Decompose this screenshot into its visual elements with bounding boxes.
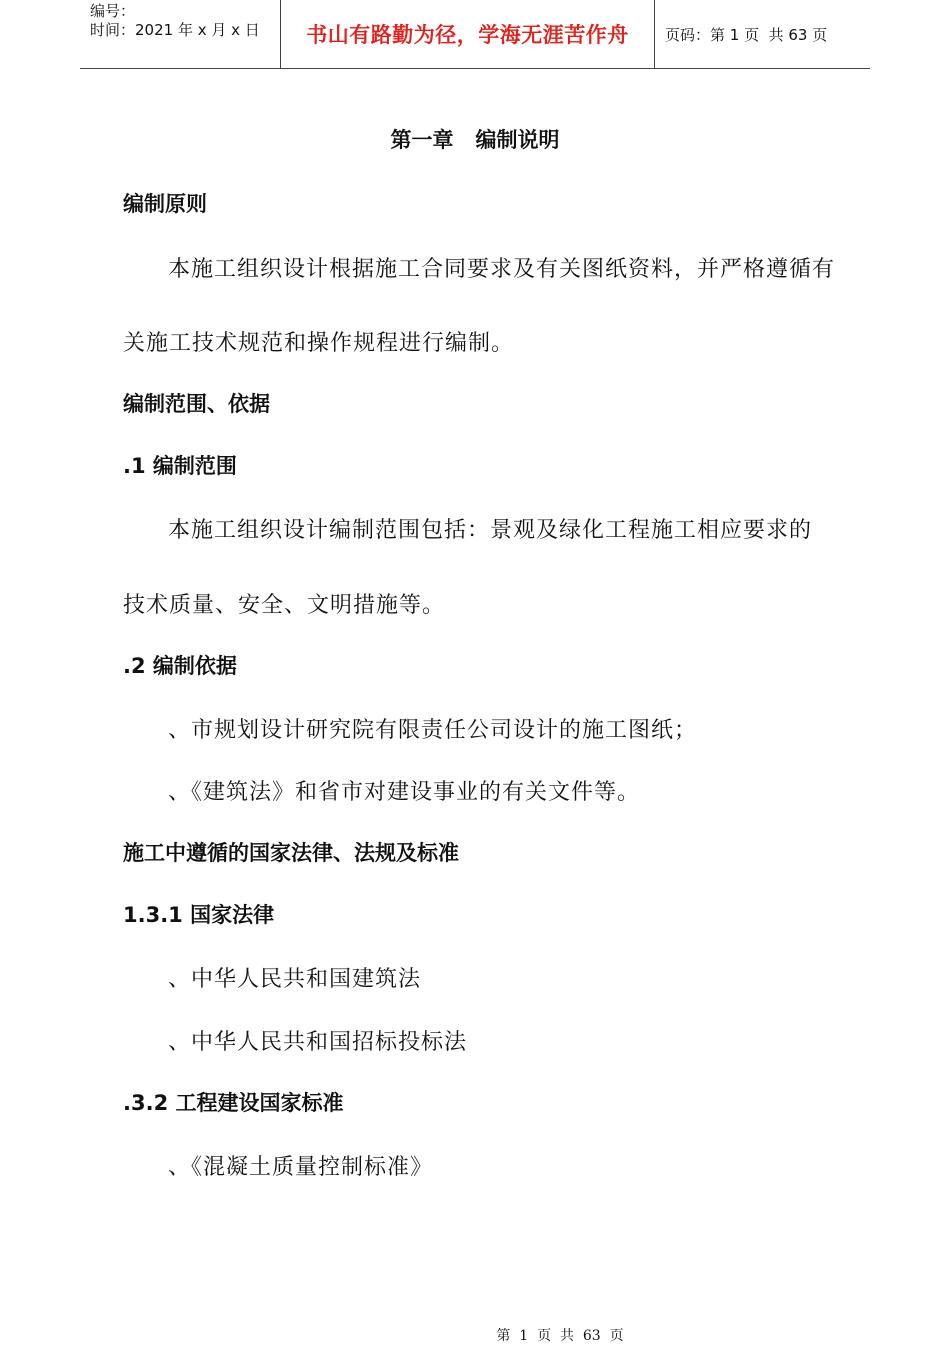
motto: 书山有路勤为径，学海无涯苦作舟 [306, 23, 629, 47]
header-page-cell [655, 0, 870, 68]
list-item: 、《混凝土质量控制标准》 [168, 1155, 434, 1180]
subsection-title-national-standards: .3.2 工程建设国家标准 [123, 1091, 344, 1115]
header-meta [80, 0, 281, 68]
chapter-name: 编制说明 [475, 128, 560, 152]
page-header [80, 0, 870, 69]
list-item: 、市规划设计研究院有限责任公司设计的施工图纸； [168, 718, 698, 743]
paragraph-line: 本施工组织设计编制范围包括：景观及绿化工程施工相应要求的 [168, 518, 813, 543]
page-footer [0, 1325, 950, 1345]
chapter-number: 第一章 [390, 128, 454, 152]
paragraph-line: 技术质量、安全、文明措施等。 [123, 593, 446, 618]
section-title-principles: 编制原则 [123, 192, 207, 216]
subsection-title-basis: .2 编制依据 [123, 654, 237, 678]
section-title-scope-basis: 编制范围、依据 [123, 392, 270, 416]
header-motto-cell [281, 0, 655, 68]
subsection-title-scope: .1 编制范围 [123, 454, 237, 478]
page-info: 页码：第 1 页 共 63 页 [665, 25, 828, 44]
serial-label: 编号： [90, 2, 136, 20]
footer-page-number: 第 1 页 共 63 页 [496, 1328, 624, 1344]
list-item: 、中华人民共和国招标投标法 [168, 1030, 468, 1055]
section-title-laws: 施工中遵循的国家法律、法规及标准 [123, 841, 459, 865]
paragraph-line: 关施工技术规范和操作规程进行编制。 [123, 331, 515, 356]
list-item: 、中华人民共和国建筑法 [168, 967, 422, 992]
subsection-title-national-law: 1.3.1 国家法律 [123, 903, 275, 927]
chapter-title [0, 124, 950, 154]
list-item: 、《建筑法》和省市对建设事业的有关文件等。 [168, 780, 641, 805]
paragraph-line: 本施工组织设计根据施工合同要求及有关图纸资料，并严格遵循有 [168, 257, 836, 282]
time-label: 时间：2021 年 x 月 x 日 [90, 21, 260, 39]
